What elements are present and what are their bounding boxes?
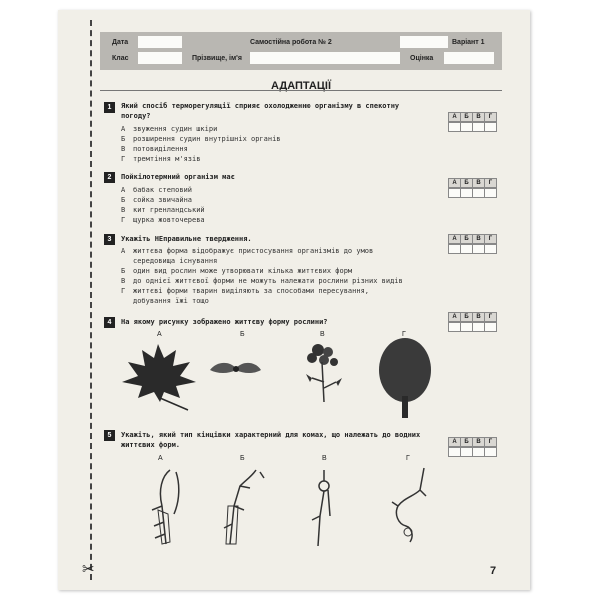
option-item[interactable]: А звуження судин шкіри xyxy=(121,125,218,133)
question-line: Який спосіб терморегуляції сприяє охолодженню організму в спекотну xyxy=(121,102,400,110)
insect-leg-a-illustration xyxy=(140,466,188,550)
answer-grid[interactable]: А Б В Г xyxy=(448,234,496,254)
option-item[interactable]: В кит гренландський xyxy=(121,206,205,214)
maple-seed-illustration xyxy=(208,356,263,386)
question-number: 3 xyxy=(104,234,115,245)
answer-grid[interactable]: А Б В Г xyxy=(448,112,496,132)
question-text xyxy=(121,172,235,182)
option-item[interactable]: Б розширення судин внутрішніх органів xyxy=(121,135,281,143)
question-text xyxy=(121,317,328,327)
image-label: А xyxy=(157,331,162,338)
option-item[interactable]: Г життєві форми тварин виділяють за способами пересування, xyxy=(121,287,370,295)
image-label: В xyxy=(322,455,327,462)
options-list xyxy=(121,246,403,306)
option-item[interactable]: Б один вид рослин може утворювати кілька життєвих форм xyxy=(121,267,353,275)
option-item[interactable]: Г тремтіння м'язів xyxy=(121,155,201,163)
class-label: Клас xyxy=(112,55,129,62)
class-field[interactable] xyxy=(138,52,182,64)
maple-leaf-illustration xyxy=(118,340,200,412)
work-title: Самостійна робота № 2 xyxy=(250,39,332,46)
answer-grid[interactable]: А Б В Г xyxy=(448,312,496,332)
page-number: 7 xyxy=(490,565,497,577)
header-blank-field xyxy=(400,36,448,48)
options-list xyxy=(121,185,205,225)
option-item[interactable]: В до однієї життєвої форми не можуть належати рослини різних видів xyxy=(121,277,403,285)
image-label: Г xyxy=(402,331,406,338)
image-label: Г xyxy=(406,455,410,462)
question-line: погоду? xyxy=(121,112,151,120)
option-item[interactable]: Г щурка жовточерева xyxy=(121,216,205,224)
question-line: Укажіть НЕправильне твердження. xyxy=(121,235,252,243)
insect-leg-c-illustration xyxy=(300,466,344,550)
answer-grid[interactable]: А Б В Г xyxy=(448,437,496,457)
question-line: На якому рисунку зображено життєву форму рослини? xyxy=(121,318,328,326)
grade-label: Оцінка xyxy=(410,55,434,62)
title-divider xyxy=(100,90,502,91)
answer-grid[interactable]: А Б В Г xyxy=(448,178,496,198)
option-item[interactable]: А бабак степовий xyxy=(121,186,193,194)
question-number: 5 xyxy=(104,430,115,441)
date-field[interactable] xyxy=(138,36,182,48)
options-list xyxy=(121,124,281,164)
cut-line xyxy=(90,20,92,580)
question-number: 1 xyxy=(104,102,115,113)
question-text xyxy=(121,234,252,244)
variant-label: Варіант 1 xyxy=(452,39,485,46)
date-label: Дата xyxy=(112,39,129,46)
option-item[interactable]: А життєва форма відображує пристосування організмів до умов xyxy=(121,247,374,255)
question-number: 4 xyxy=(104,317,115,328)
name-field[interactable] xyxy=(250,52,400,64)
question-line: життєвих форм. xyxy=(121,441,181,449)
section-title: АДАПТАЦІЇ xyxy=(271,80,331,92)
question-line: Пойкілотермний організм має xyxy=(121,173,235,181)
option-item[interactable]: Б сойка звичайна xyxy=(121,196,193,204)
option-item-continued: середовища існування xyxy=(133,257,218,265)
image-label: Б xyxy=(240,331,245,338)
image-label: Б xyxy=(240,455,245,462)
question-number: 2 xyxy=(104,172,115,183)
scissors-icon: ✂ xyxy=(82,561,95,578)
option-item[interactable]: В потовиділення xyxy=(121,145,188,153)
name-label: Прізвище, ім'я xyxy=(192,55,242,62)
insect-leg-b-illustration xyxy=(216,466,268,550)
option-item-continued: добування їжі тощо xyxy=(133,297,209,305)
grade-field[interactable] xyxy=(444,52,494,64)
tree-illustration xyxy=(376,336,434,420)
question-text xyxy=(121,101,399,121)
image-label: А xyxy=(158,455,163,462)
header-form xyxy=(100,32,502,70)
flowering-plant-illustration xyxy=(298,342,348,404)
question-line: Укажіть, який тип кінцівки характерний для комах, що належать до водних xyxy=(121,431,421,439)
insect-leg-d-illustration xyxy=(384,466,436,550)
image-label: В xyxy=(320,331,325,338)
question-text xyxy=(121,430,420,450)
